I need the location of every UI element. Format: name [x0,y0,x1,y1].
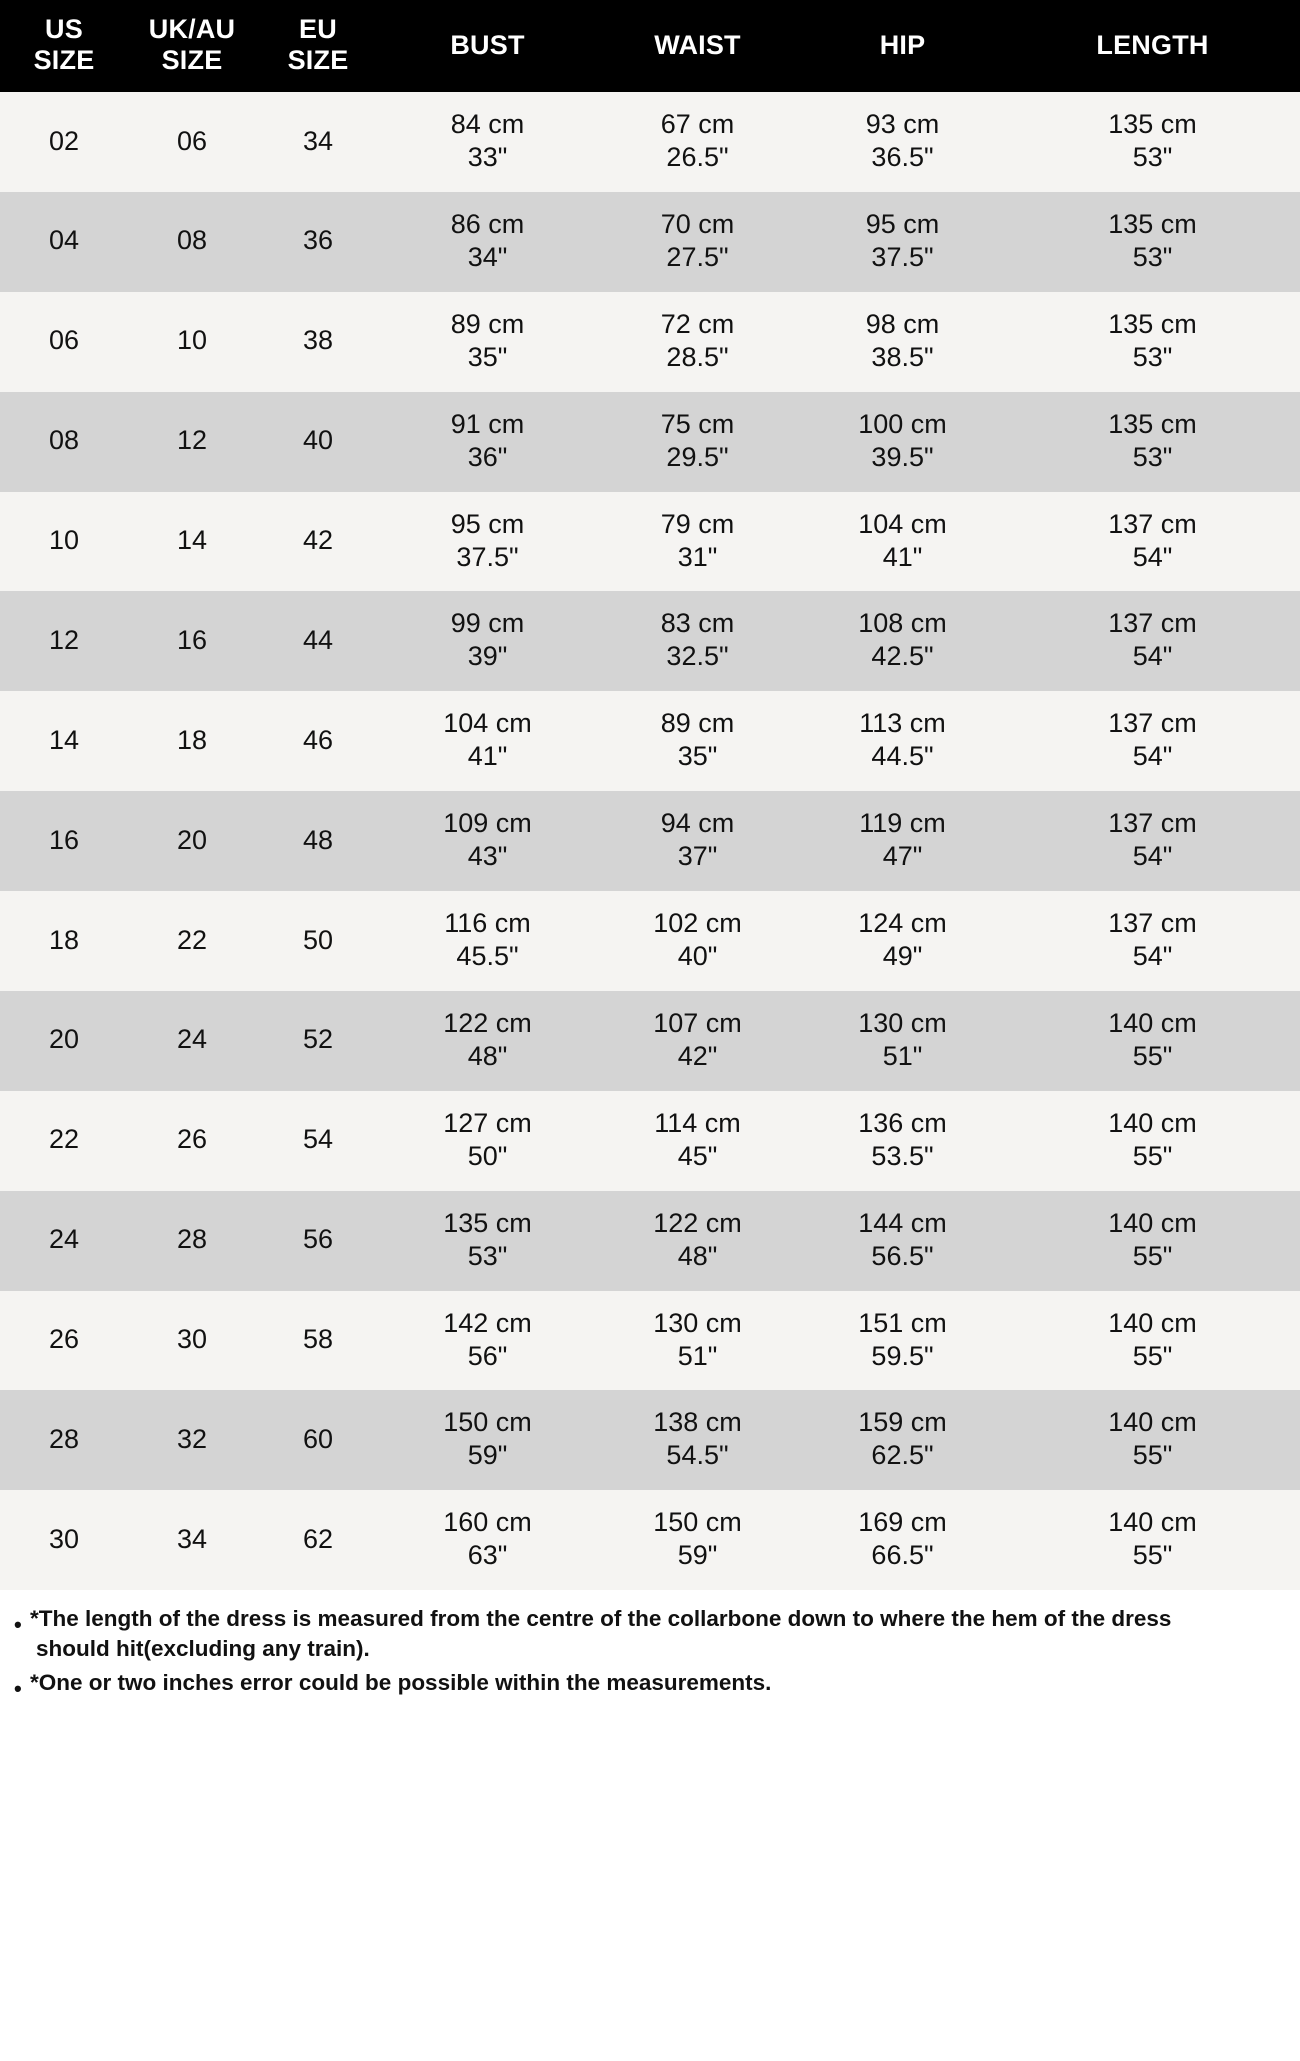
value-inch: 53" [1132,341,1173,372]
cell-us-size: 12 [0,591,128,691]
value-cm: 67 cm [660,109,735,140]
value-inch: 50" [467,1140,508,1171]
value-cm: 104 cm [443,708,532,739]
cell-bust [380,1291,595,1391]
notes-section [0,1590,1300,1717]
value-cm: 135 cm [1108,109,1197,140]
value-cm: 130 cm [858,1007,947,1038]
value-cm: 135 cm [1108,308,1197,339]
table-row [0,691,1300,791]
value-cm: 70 cm [660,208,735,239]
column-header-line1: BUST [450,29,525,60]
value-cm: 137 cm [1108,908,1197,939]
value-cm: 94 cm [660,808,735,839]
cell-eu-size: 40 [256,392,380,492]
value-inch: 41" [467,741,508,772]
value-cm: 89 cm [450,308,525,339]
cell-length [1005,492,1300,592]
cell-waist [595,492,800,592]
value-cm: 140 cm [1108,1507,1197,1538]
column-header-line1: EU [299,14,337,44]
cell-us-size: 16 [0,791,128,891]
cell-length [1005,591,1300,691]
value-inch: 53" [1132,241,1173,272]
value-cm: 122 cm [443,1007,532,1038]
cell-waist [595,192,800,292]
value-inch: 51" [882,1040,923,1071]
value-cm: 150 cm [653,1507,742,1538]
cell-eu-size: 36 [256,192,380,292]
value-cm: 122 cm [653,1207,742,1238]
value-inch: 45.5" [456,941,519,972]
column-header-line1: WAIST [654,29,741,60]
cell-hip [800,92,1005,192]
cell-bust [380,791,595,891]
cell-hip [800,1291,1005,1391]
value-inch: 62.5" [871,1440,934,1471]
cell-bust [380,691,595,791]
value-inch: 51" [677,1340,718,1371]
column-header-line1: US [45,14,83,44]
cell-length [1005,1191,1300,1291]
table-row [0,392,1300,492]
value-cm: 84 cm [450,109,525,140]
table-row [0,1291,1300,1391]
cell-eu-size: 46 [256,691,380,791]
column-header-waist [595,0,800,92]
value-inch: 34" [467,241,508,272]
cell-hip [800,891,1005,991]
value-inch: 55" [1132,1040,1173,1071]
value-inch: 33" [467,142,508,173]
cell-us-size: 30 [0,1490,128,1590]
cell-eu-size: 60 [256,1390,380,1490]
column-header-line1: LENGTH [1096,29,1209,60]
value-cm: 159 cm [858,1407,947,1438]
cell-length [1005,1390,1300,1490]
cell-length [1005,991,1300,1091]
cell-waist [595,1191,800,1291]
value-inch: 53" [467,1240,508,1271]
value-inch: 42" [677,1040,718,1071]
cell-uk-size: 26 [128,1091,256,1191]
cell-us-size: 20 [0,991,128,1091]
value-inch: 54" [1132,541,1173,572]
value-inch: 54" [1132,941,1173,972]
column-header-us-size [0,0,128,92]
value-inch: 39" [467,641,508,672]
cell-length [1005,791,1300,891]
value-inch: 44.5" [871,741,934,772]
cell-bust [380,92,595,192]
value-inch: 29.5" [666,441,729,472]
value-cm: 136 cm [858,1107,947,1138]
value-cm: 137 cm [1108,808,1197,839]
value-cm: 98 cm [865,308,940,339]
value-inch: 45" [677,1140,718,1171]
value-cm: 135 cm [1108,408,1197,439]
value-inch: 59.5" [871,1340,934,1371]
value-cm: 140 cm [1108,1207,1197,1238]
cell-eu-size: 54 [256,1091,380,1191]
cell-us-size: 06 [0,292,128,392]
value-cm: 137 cm [1108,508,1197,539]
table-row [0,92,1300,192]
cell-us-size: 04 [0,192,128,292]
value-cm: 160 cm [443,1507,532,1538]
note-measurement-error [14,1668,1290,1701]
value-cm: 130 cm [653,1307,742,1338]
cell-eu-size: 58 [256,1291,380,1391]
value-inch: 35" [467,341,508,372]
value-inch: 48" [467,1040,508,1071]
cell-eu-size: 34 [256,92,380,192]
cell-uk-size: 28 [128,1191,256,1291]
cell-waist [595,92,800,192]
cell-bust [380,891,595,991]
table-row [0,591,1300,691]
cell-length [1005,292,1300,392]
column-header-uk-au-size [128,0,256,92]
table-row [0,292,1300,392]
value-inch: 54" [1132,641,1173,672]
cell-us-size: 28 [0,1390,128,1490]
cell-eu-size: 48 [256,791,380,891]
table-header [0,0,1300,92]
value-inch: 41" [882,541,923,572]
cell-uk-size: 14 [128,492,256,592]
cell-hip [800,991,1005,1091]
value-inch: 31" [677,541,718,572]
value-cm: 93 cm [865,109,940,140]
cell-eu-size: 52 [256,991,380,1091]
note-text [30,1604,1290,1663]
value-cm: 137 cm [1108,608,1197,639]
value-inch: 53" [1132,441,1173,472]
value-cm: 138 cm [653,1407,742,1438]
value-cm: 140 cm [1108,1307,1197,1338]
value-inch: 66.5" [871,1540,934,1571]
value-cm: 140 cm [1108,1107,1197,1138]
value-inch: 56" [467,1340,508,1371]
value-cm: 83 cm [660,608,735,639]
value-inch: 48" [677,1240,718,1271]
value-cm: 79 cm [660,508,735,539]
cell-waist [595,891,800,991]
value-cm: 75 cm [660,408,735,439]
value-inch: 53.5" [871,1140,934,1171]
cell-bust [380,1191,595,1291]
value-cm: 108 cm [858,608,947,639]
cell-us-size: 18 [0,891,128,991]
value-cm: 135 cm [1108,208,1197,239]
value-inch: 28.5" [666,341,729,372]
cell-bust [380,292,595,392]
cell-waist [595,392,800,492]
value-cm: 89 cm [660,708,735,739]
value-cm: 169 cm [858,1507,947,1538]
note-line-1: *The length of the dress is measured from the centre of the collarbone down to where the hem of the dress [30,1606,1172,1632]
cell-waist [595,292,800,392]
value-cm: 116 cm [444,908,531,939]
cell-length [1005,891,1300,991]
cell-us-size: 10 [0,492,128,592]
cell-uk-size: 30 [128,1291,256,1391]
value-inch: 37.5" [871,241,934,272]
cell-us-size: 22 [0,1091,128,1191]
table-header-row [0,0,1300,92]
value-cm: 142 cm [443,1307,532,1338]
table-row [0,791,1300,891]
cell-us-size: 02 [0,92,128,192]
value-inch: 49" [882,941,923,972]
value-cm: 95 cm [865,208,940,239]
value-cm: 109 cm [443,808,532,839]
value-inch: 47" [882,841,923,872]
value-inch: 53" [1132,142,1173,173]
value-inch: 43" [467,841,508,872]
cell-hip [800,791,1005,891]
value-cm: 113 cm [859,708,946,739]
table-row [0,991,1300,1091]
value-inch: 37" [677,841,718,872]
cell-bust [380,1390,595,1490]
value-cm: 127 cm [443,1107,532,1138]
cell-uk-size: 12 [128,392,256,492]
value-inch: 26.5" [666,142,729,173]
cell-waist [595,991,800,1091]
cell-waist [595,1490,800,1590]
value-inch: 54" [1132,741,1173,772]
table-row [0,192,1300,292]
bullet-icon: • [14,1612,22,1638]
cell-waist [595,1291,800,1391]
value-inch: 55" [1132,1140,1173,1171]
column-header-length [1005,0,1300,92]
value-inch: 36.5" [871,142,934,173]
cell-uk-size: 06 [128,92,256,192]
cell-hip [800,492,1005,592]
cell-length [1005,1091,1300,1191]
cell-length [1005,1291,1300,1391]
cell-eu-size: 42 [256,492,380,592]
cell-uk-size: 34 [128,1490,256,1590]
value-cm: 144 cm [858,1207,947,1238]
value-cm: 102 cm [653,908,742,939]
table-row [0,1191,1300,1291]
cell-uk-size: 32 [128,1390,256,1490]
cell-waist [595,1091,800,1191]
value-inch: 27.5" [666,241,729,272]
cell-waist [595,591,800,691]
cell-us-size: 26 [0,1291,128,1391]
table-row [0,1490,1300,1590]
value-cm: 114 cm [654,1107,741,1138]
table-row [0,492,1300,592]
column-header-line2: SIZE [161,45,223,76]
value-inch: 56.5" [871,1240,934,1271]
value-cm: 135 cm [443,1207,532,1238]
cell-length [1005,691,1300,791]
value-inch: 32.5" [666,641,729,672]
value-cm: 137 cm [1108,708,1197,739]
cell-hip [800,392,1005,492]
value-cm: 107 cm [653,1007,742,1038]
cell-hip [800,691,1005,791]
cell-uk-size: 10 [128,292,256,392]
value-cm: 86 cm [450,208,525,239]
value-cm: 104 cm [858,508,947,539]
column-header-line2: SIZE [33,45,95,76]
table-body [0,92,1300,1590]
cell-hip [800,591,1005,691]
value-inch: 55" [1132,1340,1173,1371]
cell-length [1005,1490,1300,1590]
cell-hip [800,1390,1005,1490]
value-inch: 59" [467,1440,508,1471]
cell-length [1005,92,1300,192]
value-cm: 95 cm [450,508,525,539]
value-inch: 59" [677,1540,718,1571]
cell-uk-size: 22 [128,891,256,991]
cell-bust [380,1490,595,1590]
value-inch: 38.5" [871,341,934,372]
cell-hip [800,192,1005,292]
column-header-line2: SIZE [287,45,349,76]
table-row [0,1390,1300,1490]
value-inch: 54" [1132,841,1173,872]
column-header-bust [380,0,595,92]
bullet-icon: • [14,1675,22,1701]
cell-hip [800,1490,1005,1590]
value-cm: 99 cm [450,608,525,639]
value-inch: 63" [467,1540,508,1571]
column-header-line1: UK/AU [148,14,236,44]
cell-waist [595,791,800,891]
value-cm: 91 cm [450,408,525,439]
value-cm: 140 cm [1108,1407,1197,1438]
cell-eu-size: 56 [256,1191,380,1291]
cell-hip [800,1191,1005,1291]
note-length-measurement [14,1604,1290,1663]
cell-us-size: 14 [0,691,128,791]
cell-uk-size: 18 [128,691,256,791]
cell-us-size: 24 [0,1191,128,1291]
cell-hip [800,292,1005,392]
value-inch: 37.5" [456,541,519,572]
value-cm: 100 cm [858,408,947,439]
value-cm: 119 cm [859,808,946,839]
cell-bust [380,192,595,292]
value-inch: 55" [1132,1240,1173,1271]
cell-uk-size: 08 [128,192,256,292]
value-inch: 36" [467,441,508,472]
cell-bust [380,591,595,691]
value-cm: 140 cm [1108,1007,1197,1038]
cell-length [1005,392,1300,492]
cell-eu-size: 44 [256,591,380,691]
column-header-line1: HIP [879,29,926,60]
value-inch: 55" [1132,1440,1173,1471]
value-inch: 42.5" [871,641,934,672]
cell-uk-size: 16 [128,591,256,691]
cell-bust [380,392,595,492]
value-cm: 72 cm [660,308,735,339]
note-text: *One or two inches error could be possible within the measurements. [30,1669,772,1695]
column-header-eu-size [256,0,380,92]
value-inch: 55" [1132,1540,1173,1571]
cell-eu-size: 62 [256,1490,380,1590]
cell-hip [800,1091,1005,1191]
cell-uk-size: 24 [128,991,256,1091]
value-inch: 35" [677,741,718,772]
value-cm: 150 cm [443,1407,532,1438]
note-line-2: should hit(excluding any train). [36,1635,370,1661]
cell-uk-size: 20 [128,791,256,891]
table-row [0,1091,1300,1191]
value-inch: 54.5" [666,1440,729,1471]
value-cm: 124 cm [858,908,947,939]
cell-bust [380,492,595,592]
cell-length [1005,192,1300,292]
cell-bust [380,1091,595,1191]
cell-eu-size: 38 [256,292,380,392]
cell-waist [595,1390,800,1490]
cell-eu-size: 50 [256,891,380,991]
value-inch: 39.5" [871,441,934,472]
cell-waist [595,691,800,791]
cell-us-size: 08 [0,392,128,492]
column-header-hip [800,0,1005,92]
cell-bust [380,991,595,1091]
value-cm: 151 cm [858,1307,947,1338]
value-inch: 40" [677,941,718,972]
table-row [0,891,1300,991]
